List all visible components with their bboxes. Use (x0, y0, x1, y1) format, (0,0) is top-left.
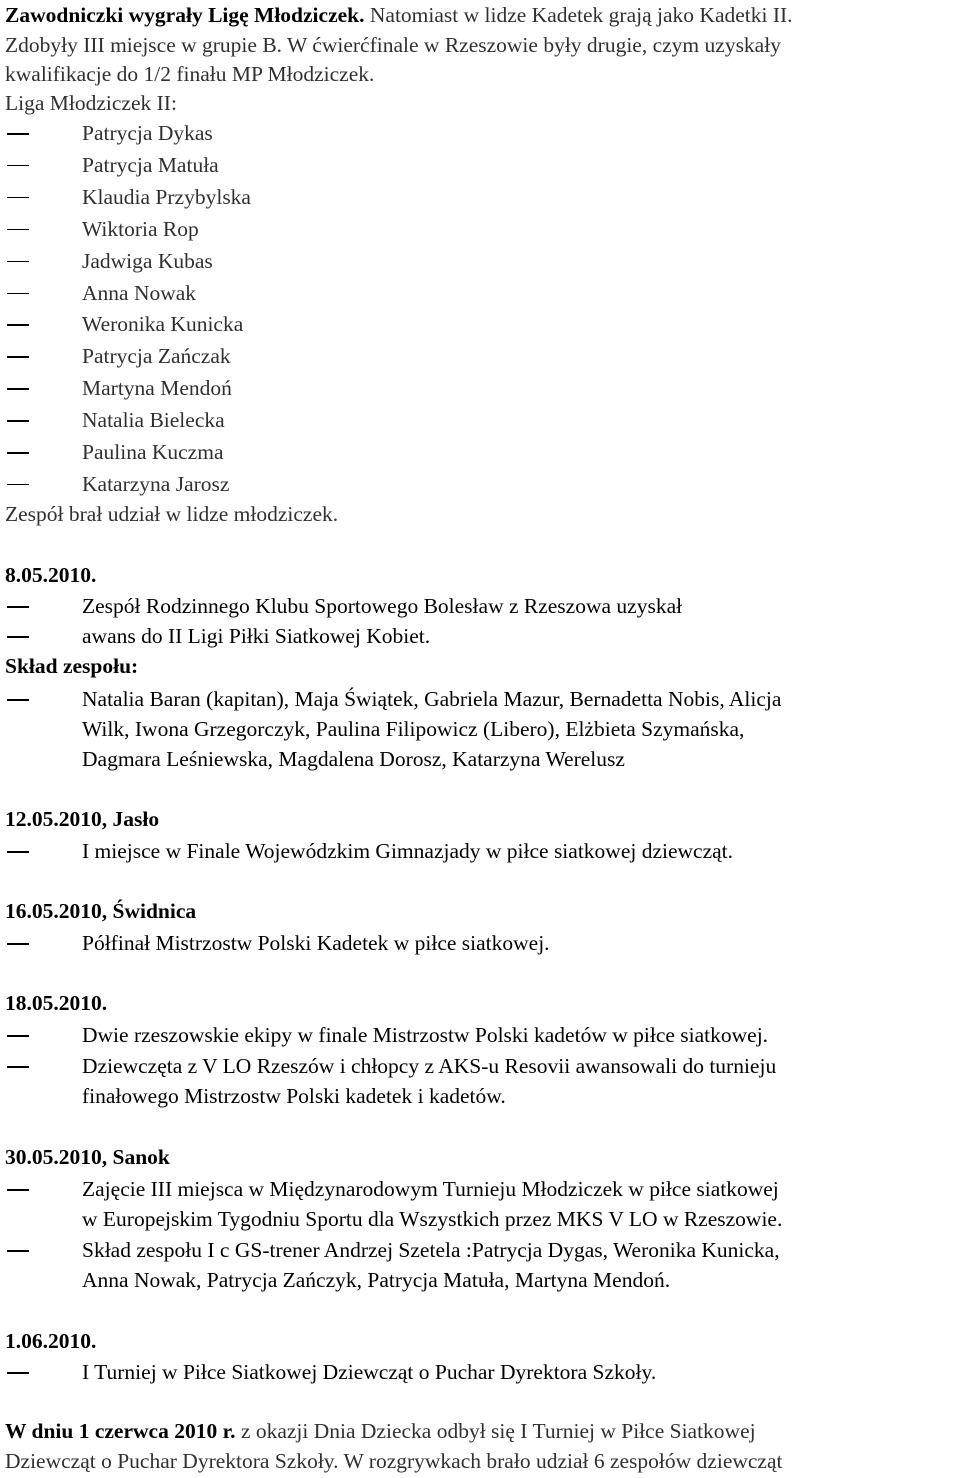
roster-item-name: Katarzyna Jarosz (82, 471, 230, 496)
list-item-text: Zajęcie III miejsca w Międzynarodowym Turnieju Młodziczek w piłce siatkowej (82, 1177, 779, 1201)
dash-bullet-icon (7, 420, 29, 422)
list-item-text: Dagmara Leśniewska, Magdalena Dorosz, Katarzyna Werelusz (82, 747, 625, 771)
dash-bullet-icon (7, 356, 29, 358)
list-item-text: Zespół Rodzinnego Klubu Sportowego Bolesław z Rzeszowa uzyskał (82, 594, 683, 618)
dash-bullet-icon (7, 943, 29, 945)
intro-line-3: kwalifikacje do 1/2 finału MP Młodziczek. (5, 62, 375, 86)
roster-item-name: Paulina Kuczma (82, 440, 224, 464)
dash-bullet-icon (7, 851, 29, 853)
list-item-text: Dziewczęta z V LO Rzeszów i chłopcy z AKS-u Resovii awansowali do turnieju (82, 1054, 777, 1078)
event-date-30-05: 30.05.2010, Sanok (5, 1145, 170, 1169)
event-date-8-05: 8.05.2010. (5, 563, 97, 587)
list-item-text: Wilk, Iwona Grzegorczyk, Paulina Filipowicz (Libero), Elżbieta Szymańska, (82, 717, 745, 741)
dash-bullet-icon (7, 1189, 29, 1191)
dash-bullet-icon (7, 1035, 29, 1037)
roster-item-name: Klaudia Przybylska (82, 184, 251, 209)
event-date-16-05: 16.05.2010, Świdnica (5, 899, 197, 923)
dash-bullet-icon (7, 261, 29, 263)
list-item-text: Anna Nowak, Patrycja Zańczyk, Patrycja Matuła, Martyna Mendoń. (82, 1268, 671, 1292)
roster-item-name: Patrycja Dykas (82, 121, 213, 145)
dash-bullet-icon (7, 1250, 29, 1252)
league-heading: Liga Młodziczek II: (5, 91, 177, 115)
intro-bold-lead: Zawodniczki wygrały Ligę Młodziczek. (5, 3, 365, 27)
dash-bullet-icon (7, 1372, 29, 1374)
dash-bullet-icon (7, 197, 29, 199)
intro-line-1 (5, 0, 793, 30)
dash-bullet-icon (7, 606, 29, 608)
dash-bullet-icon (7, 133, 29, 135)
list-item-text: Dwie rzeszowskie ekipy w finale Mistrzostw Polski kadetów w piłce siatkowej. (82, 1023, 769, 1047)
closing-line-1-rest: z okazji Dnia Dziecka odbył się I Turniej w Piłce Siatkowej (235, 1419, 756, 1443)
dash-bullet-icon (7, 699, 29, 701)
intro-line-1-rest: Natomiast w lidze Kadetek grają jako Kadetki II. (364, 3, 793, 27)
dash-bullet-icon (7, 452, 29, 454)
intro-line-2: Zdobyły III miejsce w grupie B. W ćwierćfinale w Rzeszowie były drugie, czym uzyskały (5, 33, 781, 57)
squad-heading: Skład zespołu: (5, 654, 139, 678)
dash-bullet-icon (7, 636, 29, 638)
dash-bullet-icon (7, 324, 29, 326)
dash-bullet-icon (7, 388, 29, 390)
event-date-18-05: 18.05.2010. (5, 991, 108, 1015)
liga-closing-text: Zespół brał udział w lidze młodziczek. (5, 502, 339, 526)
dash-bullet-icon (7, 1066, 29, 1068)
closing-line-2: Dziewcząt o Puchar Dyrektora Szkoły. W rozgrywkach brało udział 6 zespołów dziewcząt (5, 1449, 783, 1473)
dash-bullet-icon (7, 484, 29, 486)
list-item-text: I Turniej w Piłce Siatkowej Dziewcząt o Puchar Dyrektora Szkoły. (82, 1360, 657, 1384)
dash-bullet-icon (7, 229, 29, 231)
list-item-text: Natalia Baran (kapitan), Maja Świątek, Gabriela Mazur, Bernadetta Nobis, Alicja (82, 687, 782, 711)
closing-line-1 (5, 1416, 756, 1446)
roster-item-name: Martyna Mendoń (82, 376, 232, 401)
roster-item-name: Natalia Bielecka (82, 408, 225, 433)
dash-bullet-icon (7, 165, 29, 167)
list-item-text: awans do II Ligi Piłki Siatkowej Kobiet. (82, 624, 431, 648)
list-item-text: Skład zespołu I c GS-trener Andrzej Szetela :Patrycja Dygas, Weronika Kunicka, (82, 1238, 780, 1262)
roster-item-name: Patrycja Zańczak (82, 344, 231, 369)
roster-item-name: Wiktoria Rop (82, 216, 199, 241)
roster-item-name: Weronika Kunicka (82, 312, 244, 337)
list-item-text: w Europejskim Tygodniu Sportu dla Wszystkich przez MKS V LO w Rzeszowie. (82, 1207, 783, 1231)
closing-bold-lead: W dniu 1 czerwca 2010 r. (5, 1419, 236, 1443)
roster-item-name: Patrycja Matuła (82, 152, 219, 177)
event-date-1-06: 1.06.2010. (5, 1329, 97, 1353)
roster-item-name: Jadwiga Kubas (82, 248, 213, 273)
list-item-text: finałowego Mistrzostw Polski kadetek i kadetów. (82, 1084, 506, 1108)
list-item-text: Półfinał Mistrzostw Polski Kadetek w piłce siatkowej. (82, 931, 550, 955)
roster-item-name: Anna Nowak (82, 280, 197, 305)
dash-bullet-icon (7, 293, 29, 295)
list-item-text: I miejsce w Finale Wojewódzkim Gimnazjady w piłce siatkowej dziewcząt. (82, 839, 734, 863)
event-date-12-05: 12.05.2010, Jasło (5, 807, 160, 831)
